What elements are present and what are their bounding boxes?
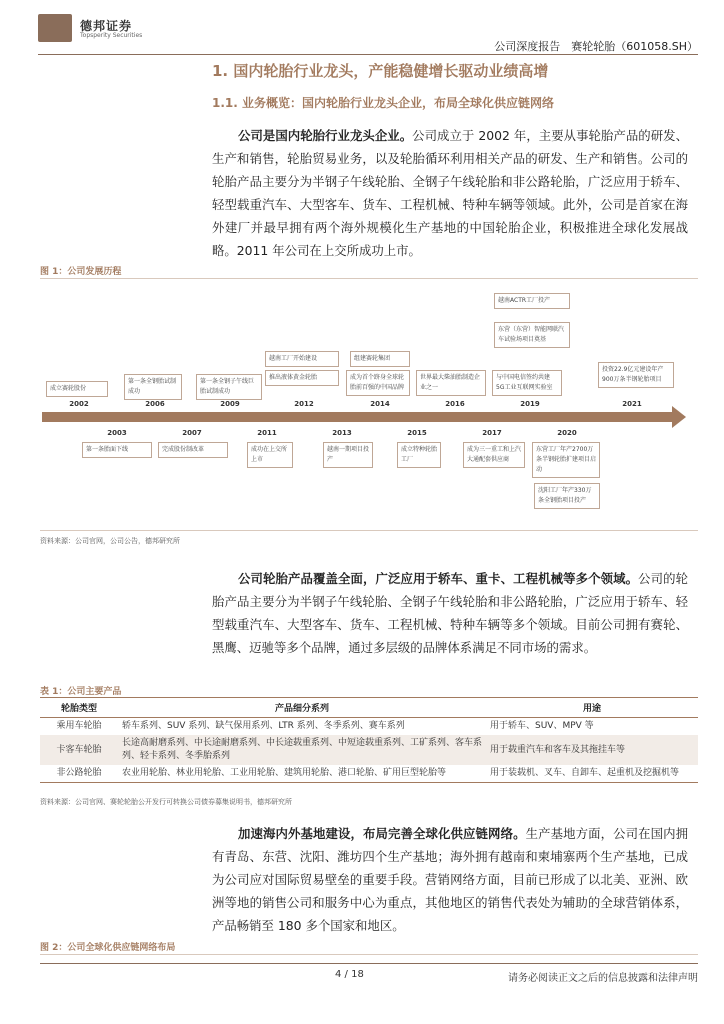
table-title: 表 1：公司主要产品 [40, 687, 122, 697]
timeline-arrow [42, 412, 672, 422]
year-label: 2011 [257, 429, 277, 437]
figure-divider [40, 530, 698, 531]
year-label: 2015 [407, 429, 427, 437]
timeline-event: 越南一期项目投产 [323, 442, 373, 468]
figure-divider [40, 954, 698, 955]
table-cell: 非公路轮胎 [40, 765, 118, 783]
timeline-arrowhead [672, 406, 686, 428]
page-number: 4 / 18 [335, 969, 364, 980]
figure-title: 图 2：公司全球化供应链网络布局 [40, 943, 176, 953]
year-label: 2013 [332, 429, 352, 437]
timeline-event: 越南ACTR工厂投产 [494, 293, 570, 309]
year-label: 2002 [69, 400, 89, 408]
timeline-event: 越南工厂开始建设 [265, 351, 339, 367]
brand-name: 德邦证券 [80, 19, 133, 33]
timeline-event: 投资22.9亿元建设年产900万条半钢轮胎项目 [598, 362, 674, 388]
table-cell: 用于载重汽车和客车及其拖挂车等 [486, 735, 698, 765]
report-info: 公司深度报告 赛轮轮胎（601058.SH） [494, 40, 698, 53]
timeline-event: 沈阳工厂年产330万条全钢胎项目投产 [534, 483, 600, 509]
timeline-event: 成立赛轮股份 [46, 381, 108, 397]
timeline-event: 东营（东营）智能网联汽车试验场项目奠基 [494, 322, 570, 348]
timeline-event: 组建赛轮集团 [350, 351, 410, 367]
paragraph-body: 生产基地方面，公司在国内拥有青岛、东营、沈阳、潍坊四个生产基地；海外拥有越南和柬埔寨两个生产基地，已成为公司应对国际贸易壁垒的重要手段。营销网络方面，目前已形成了以北美、亚洲、欧洲等地的销售公司和服务中心为重点，其他地区的销售代表处为辅助的全球营销体系，产品畅销至 180 多个国家和地区。 [212, 826, 689, 933]
paragraph-body: 公司的轮胎产品主要分为半钢子午线轮胎、全钢子午线轮胎和非公路轮胎，广泛应用于轿车、轻型载重汽车、大型客车、货车、工程机械、特种车辆等多个领域。目前公司拥有赛轮、黑鹰、迈驰等多个品牌，通过多层级的品牌体系满足不同市场的需求。 [212, 571, 689, 655]
paragraph-lead: 公司轮胎产品覆盖全面，广泛应用于轿车、重卡、工程机械等多个领域。 [238, 571, 639, 586]
table-cell: 用于装载机、叉车、自卸车、起重机及挖掘机等 [486, 765, 698, 783]
timeline-event: 东营工厂年产2700万条半钢轮胎扩建项目启动 [532, 442, 600, 478]
figure-title: 图 1：公司发展历程 [40, 267, 122, 277]
brand-name-en: Topsperity Securities [80, 32, 143, 39]
table-row [40, 765, 698, 783]
table-header-cell: 轮胎类型 [40, 698, 118, 718]
table-cell: 卡客车轮胎 [40, 735, 118, 765]
timeline-event: 第一条胎面下线 [82, 442, 152, 458]
year-label: 2020 [557, 429, 577, 437]
year-label: 2009 [220, 400, 240, 408]
year-label: 2017 [482, 429, 502, 437]
timeline-event: 完成股份制改革 [158, 442, 228, 458]
table-source: 资料来源：公司官网、赛轮轮胎公开发行可转换公司债券募集说明书，德邦研究所 [40, 798, 292, 806]
timeline-event: 成为首个跻身全球轮胎前百强的中国品牌 [346, 370, 410, 396]
table-cell: 长途高耐磨系列、中长途耐磨系列、中长途载重系列、中短途载重系列、工矿系列、客车系列、轻卡系列、冬季胎系列 [118, 735, 486, 765]
table-cell: 用于轿车、SUV、MPV 等 [490, 721, 594, 731]
timeline-event: 成立特种轮胎工厂 [397, 442, 441, 468]
disclaimer: 请务必阅读正文之后的信息披露和法律声明 [508, 973, 698, 984]
table-row [40, 735, 698, 765]
year-label: 2019 [520, 400, 540, 408]
paragraph-lead: 加速海内外基地建设，布局完善全球化供应链网络。 [238, 826, 526, 841]
paragraph-body: 公司成立于 2002 年，主要从事轮胎产品的研发、生产和销售，轮胎贸易业务，以及轮胎循环利用相关产品的研发、生产和销售。公司的轮胎产品主要分为半钢子午线轮胎、全钢子午线轮胎和非公路轮胎，广泛应用于轿车、轻型载重汽车、大型客车、货车、工程机械、特种车辆等领域。此外，公司是首家在海外建厂并最早拥有两个海外规模化生产基地的中国轮胎企业，积极推进全球化发展战略。2011 年公司在上交所成功上市。 [212, 128, 688, 258]
year-label: 2012 [294, 400, 314, 408]
year-label: 2006 [145, 400, 165, 408]
year-label: 2007 [182, 429, 202, 437]
timeline-event: 成为三一重工和上汽大通配套供应商 [463, 442, 525, 468]
paragraph-lead: 公司是国内轮胎行业龙头企业。 [238, 128, 413, 143]
table-header-row [40, 698, 698, 718]
timeline-event: 成功在上交所上市 [247, 442, 293, 468]
timeline-event: 第一条全钢胎试制成功 [124, 374, 182, 400]
table-header-cell: 用途 [486, 698, 698, 718]
year-label: 2014 [370, 400, 390, 408]
section-title: 1. 国内轮胎行业龙头，产能稳健增长驱动业绩高增 [212, 62, 549, 80]
year-label: 2016 [445, 400, 465, 408]
timeline-event: 推出液体黄金轮胎 [265, 370, 339, 386]
table-header-cell: 产品细分系列 [118, 698, 486, 718]
timeline-event: 世界最大柴油胎制造企业之一 [416, 370, 486, 396]
paragraph-global [212, 822, 688, 937]
paragraph-products [212, 567, 688, 659]
subsection-title: 1.1. 业务概览：国内轮胎行业龙头企业，布局全球化供应链网络 [212, 96, 554, 110]
footer-divider [40, 963, 698, 964]
timeline-event: 与中国电信签约共建5G工业互联网实验室 [492, 370, 562, 396]
table-cell: 农业用轮胎、林业用轮胎、工业用轮胎、建筑用轮胎、港口轮胎、矿用巨型轮胎等 [118, 765, 486, 783]
table-row [40, 718, 698, 736]
year-label: 2003 [107, 429, 127, 437]
table-cell: 乘用车轮胎 [56, 721, 102, 731]
products-table [40, 697, 698, 783]
year-label: 2021 [622, 400, 642, 408]
table-cell: 轿车系列、SUV 系列、缺气保用系列、LTR 系列、冬季系列、赛车系列 [122, 721, 405, 731]
timeline-event: 第一条全钢子午线巨胎试制成功 [196, 374, 262, 400]
figure-source: 资料来源：公司官网，公司公告，德邦研究所 [40, 537, 180, 545]
